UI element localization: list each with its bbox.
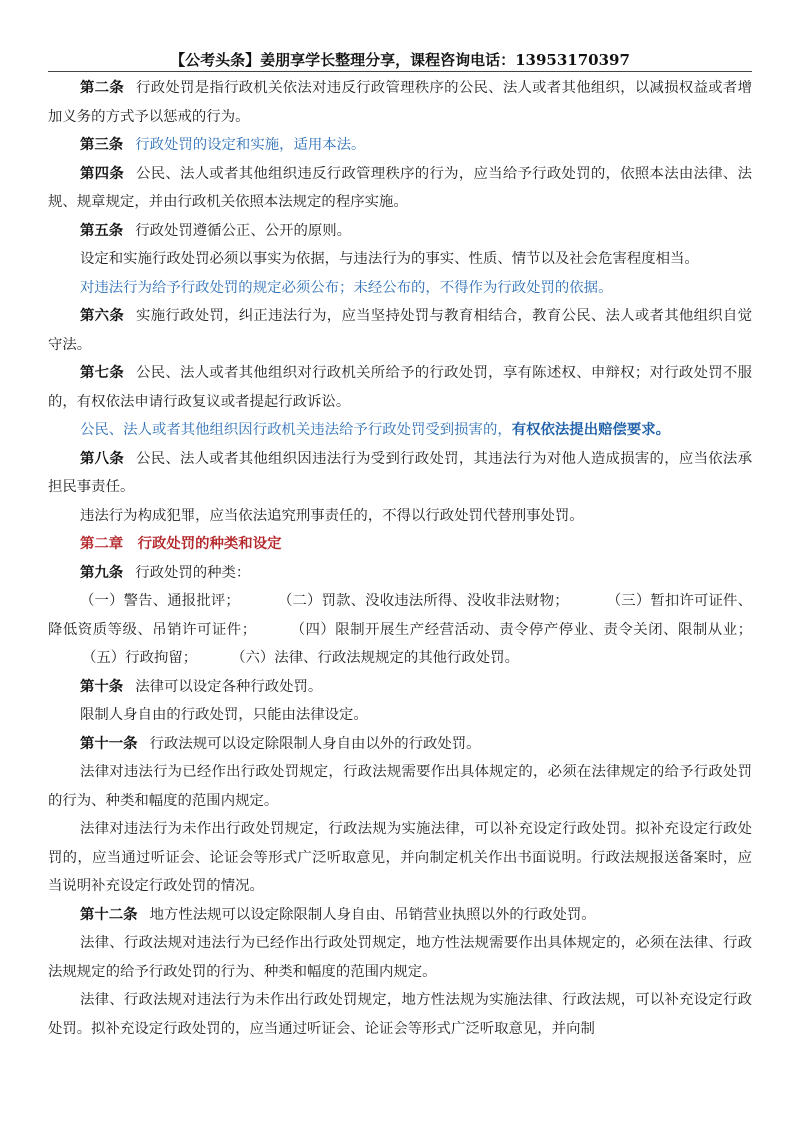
article-label: 第十条 bbox=[80, 678, 124, 695]
article-text: 公民、法人或者其他组织对行政机关所给予的行政处罚，享有陈述权、申辩权；对行政处罚不服的，有权依法申请行政复议或者提起行政诉讼。 bbox=[48, 365, 752, 410]
article-label: 第九条 bbox=[80, 564, 124, 581]
article-7-para-2 bbox=[48, 416, 752, 445]
list-item: （二）罚款、没收违法所得、没收非法财物； bbox=[277, 593, 569, 609]
article-12-para-3: 法律、行政法规对违法行为未作出行政处罚规定，地方性法规为实施法律、行政法规，可以补充设定行政处罚。拟补充设定行政处罚的，应当通过听证会、论证会等形式广泛听取意见，并向制 bbox=[48, 992, 752, 1037]
article-label: 第三条 bbox=[80, 137, 124, 153]
article-5-para-3-highlight: 对违法行为给予行政处罚的规定必须公布；未经公布的，不得作为行政处罚的依据。 bbox=[80, 279, 613, 296]
article-12-para-2: 法律、行政法规对违法行为已经作出行政处罚规定，地方性法规需要作出具体规定的，必须在法律、行政法规规定的给予行政处罚的行为、种类和幅度的范围内规定。 bbox=[48, 935, 752, 980]
article-8-para-2: 违法行为构成犯罪，应当依法追究刑事责任的，不得以行政处罚代替刑事处罚。 bbox=[80, 507, 584, 524]
article-9-items bbox=[48, 587, 752, 673]
article-label: 第八条 bbox=[80, 450, 125, 467]
article-label: 第六条 bbox=[80, 308, 125, 324]
article-text: 行政处罚遵循公正、公开的原则。 bbox=[135, 222, 352, 239]
article-7 bbox=[48, 359, 752, 416]
article-12 bbox=[48, 901, 752, 930]
article-text: 法律可以设定各种行政处罚。 bbox=[135, 678, 323, 695]
article-2 bbox=[48, 74, 752, 131]
list-item: （一）警告、通报批评； bbox=[80, 593, 240, 609]
article-4 bbox=[48, 160, 752, 217]
article-5-para-2: 设定和实施行政处罚必须以事实为依据，与违法行为的事实、性质、情节以及社会危害程度相当。 bbox=[80, 251, 699, 267]
article-label: 第四条 bbox=[80, 165, 125, 182]
article-6 bbox=[48, 302, 752, 359]
article-8 bbox=[48, 445, 752, 502]
article-text-emphasis: 有权依法提出赔偿要求。 bbox=[511, 422, 671, 438]
article-text: 公民、法人或者其他组织因违法行为受到行政处罚，其违法行为对他人造成损害的，应当依法承担民事责任。 bbox=[48, 450, 752, 495]
article-label: 第二条 bbox=[80, 80, 125, 96]
list-item: （五）行政拘留； bbox=[82, 650, 198, 666]
page-header: 【公考头条】姜朋享学长整理分享，课程咨询电话：13953170397 bbox=[170, 51, 630, 69]
article-text: 地方性法规可以设定除限制人身自由、吊销营业执照以外的行政处罚。 bbox=[149, 906, 596, 923]
article-label: 第七条 bbox=[80, 365, 125, 381]
article-text-highlight: 行政处罚的设定和实施，适用本法。 bbox=[135, 137, 366, 153]
article-text: 实施行政处罚，纠正违法行为，应当坚持处罚与教育相结合，教育公民、法人或者其他组织自觉守法。 bbox=[48, 308, 752, 353]
article-11 bbox=[48, 730, 752, 759]
article-label: 第十一条 bbox=[80, 735, 138, 752]
document-body bbox=[48, 74, 752, 1043]
article-text: 行政处罚的种类： bbox=[135, 564, 251, 581]
article-label: 第十二条 bbox=[80, 906, 138, 923]
list-item: （四）限制开展生产经营活动、责令停产停业、责令关闭、限制从业； bbox=[290, 621, 752, 638]
article-10-para-2: 限制人身自由的行政处罚，只能由法律设定。 bbox=[80, 707, 368, 723]
article-9 bbox=[48, 559, 752, 588]
article-5 bbox=[48, 217, 752, 246]
article-11-para-2: 法律对违法行为已经作出行政处罚规定，行政法规需要作出具体规定的，必须在法律规定的给予行政处罚的行为、种类和幅度的范围内规定。 bbox=[48, 764, 752, 809]
header-rule bbox=[48, 71, 752, 72]
list-item: （三）暂扣许可证件、降低资质等级、吊销许可证件； bbox=[48, 593, 752, 638]
article-text: 行政法规可以设定除限制人身自由以外的行政处罚。 bbox=[149, 735, 481, 752]
article-text: 公民、法人或者其他组织违反行政管理秩序的行为，应当给予行政处罚的，依照本法由法律、法规、规章规定，并由行政机关依照本法规定的程序实施。 bbox=[48, 165, 752, 210]
list-item: （六）法律、行政法规规定的其他行政处罚。 bbox=[231, 650, 519, 666]
article-text-highlight: 公民、法人或者其他组织因行政机关违法给予行政处罚受到损害的， bbox=[80, 422, 512, 438]
chapter-heading: 第二章 行政处罚的种类和设定 bbox=[80, 536, 282, 552]
article-label: 第五条 bbox=[80, 222, 124, 239]
article-10 bbox=[48, 673, 752, 702]
article-3 bbox=[48, 131, 752, 160]
article-11-para-3: 法律对违法行为未作出行政处罚规定，行政法规为实施法律，可以补充设定行政处罚。拟补充设定行政处罚的，应当通过听证会、论证会等形式广泛听取意见，并向制定机关作出书面说明。行政法规报送备案时，应当说明补充设定行政处罚的情况。 bbox=[48, 821, 752, 894]
article-text: 行政处罚是指行政机关依法对违反行政管理秩序的公民、法人或者其他组织，以减损权益或者增加义务的方式予以惩戒的行为。 bbox=[48, 80, 752, 125]
